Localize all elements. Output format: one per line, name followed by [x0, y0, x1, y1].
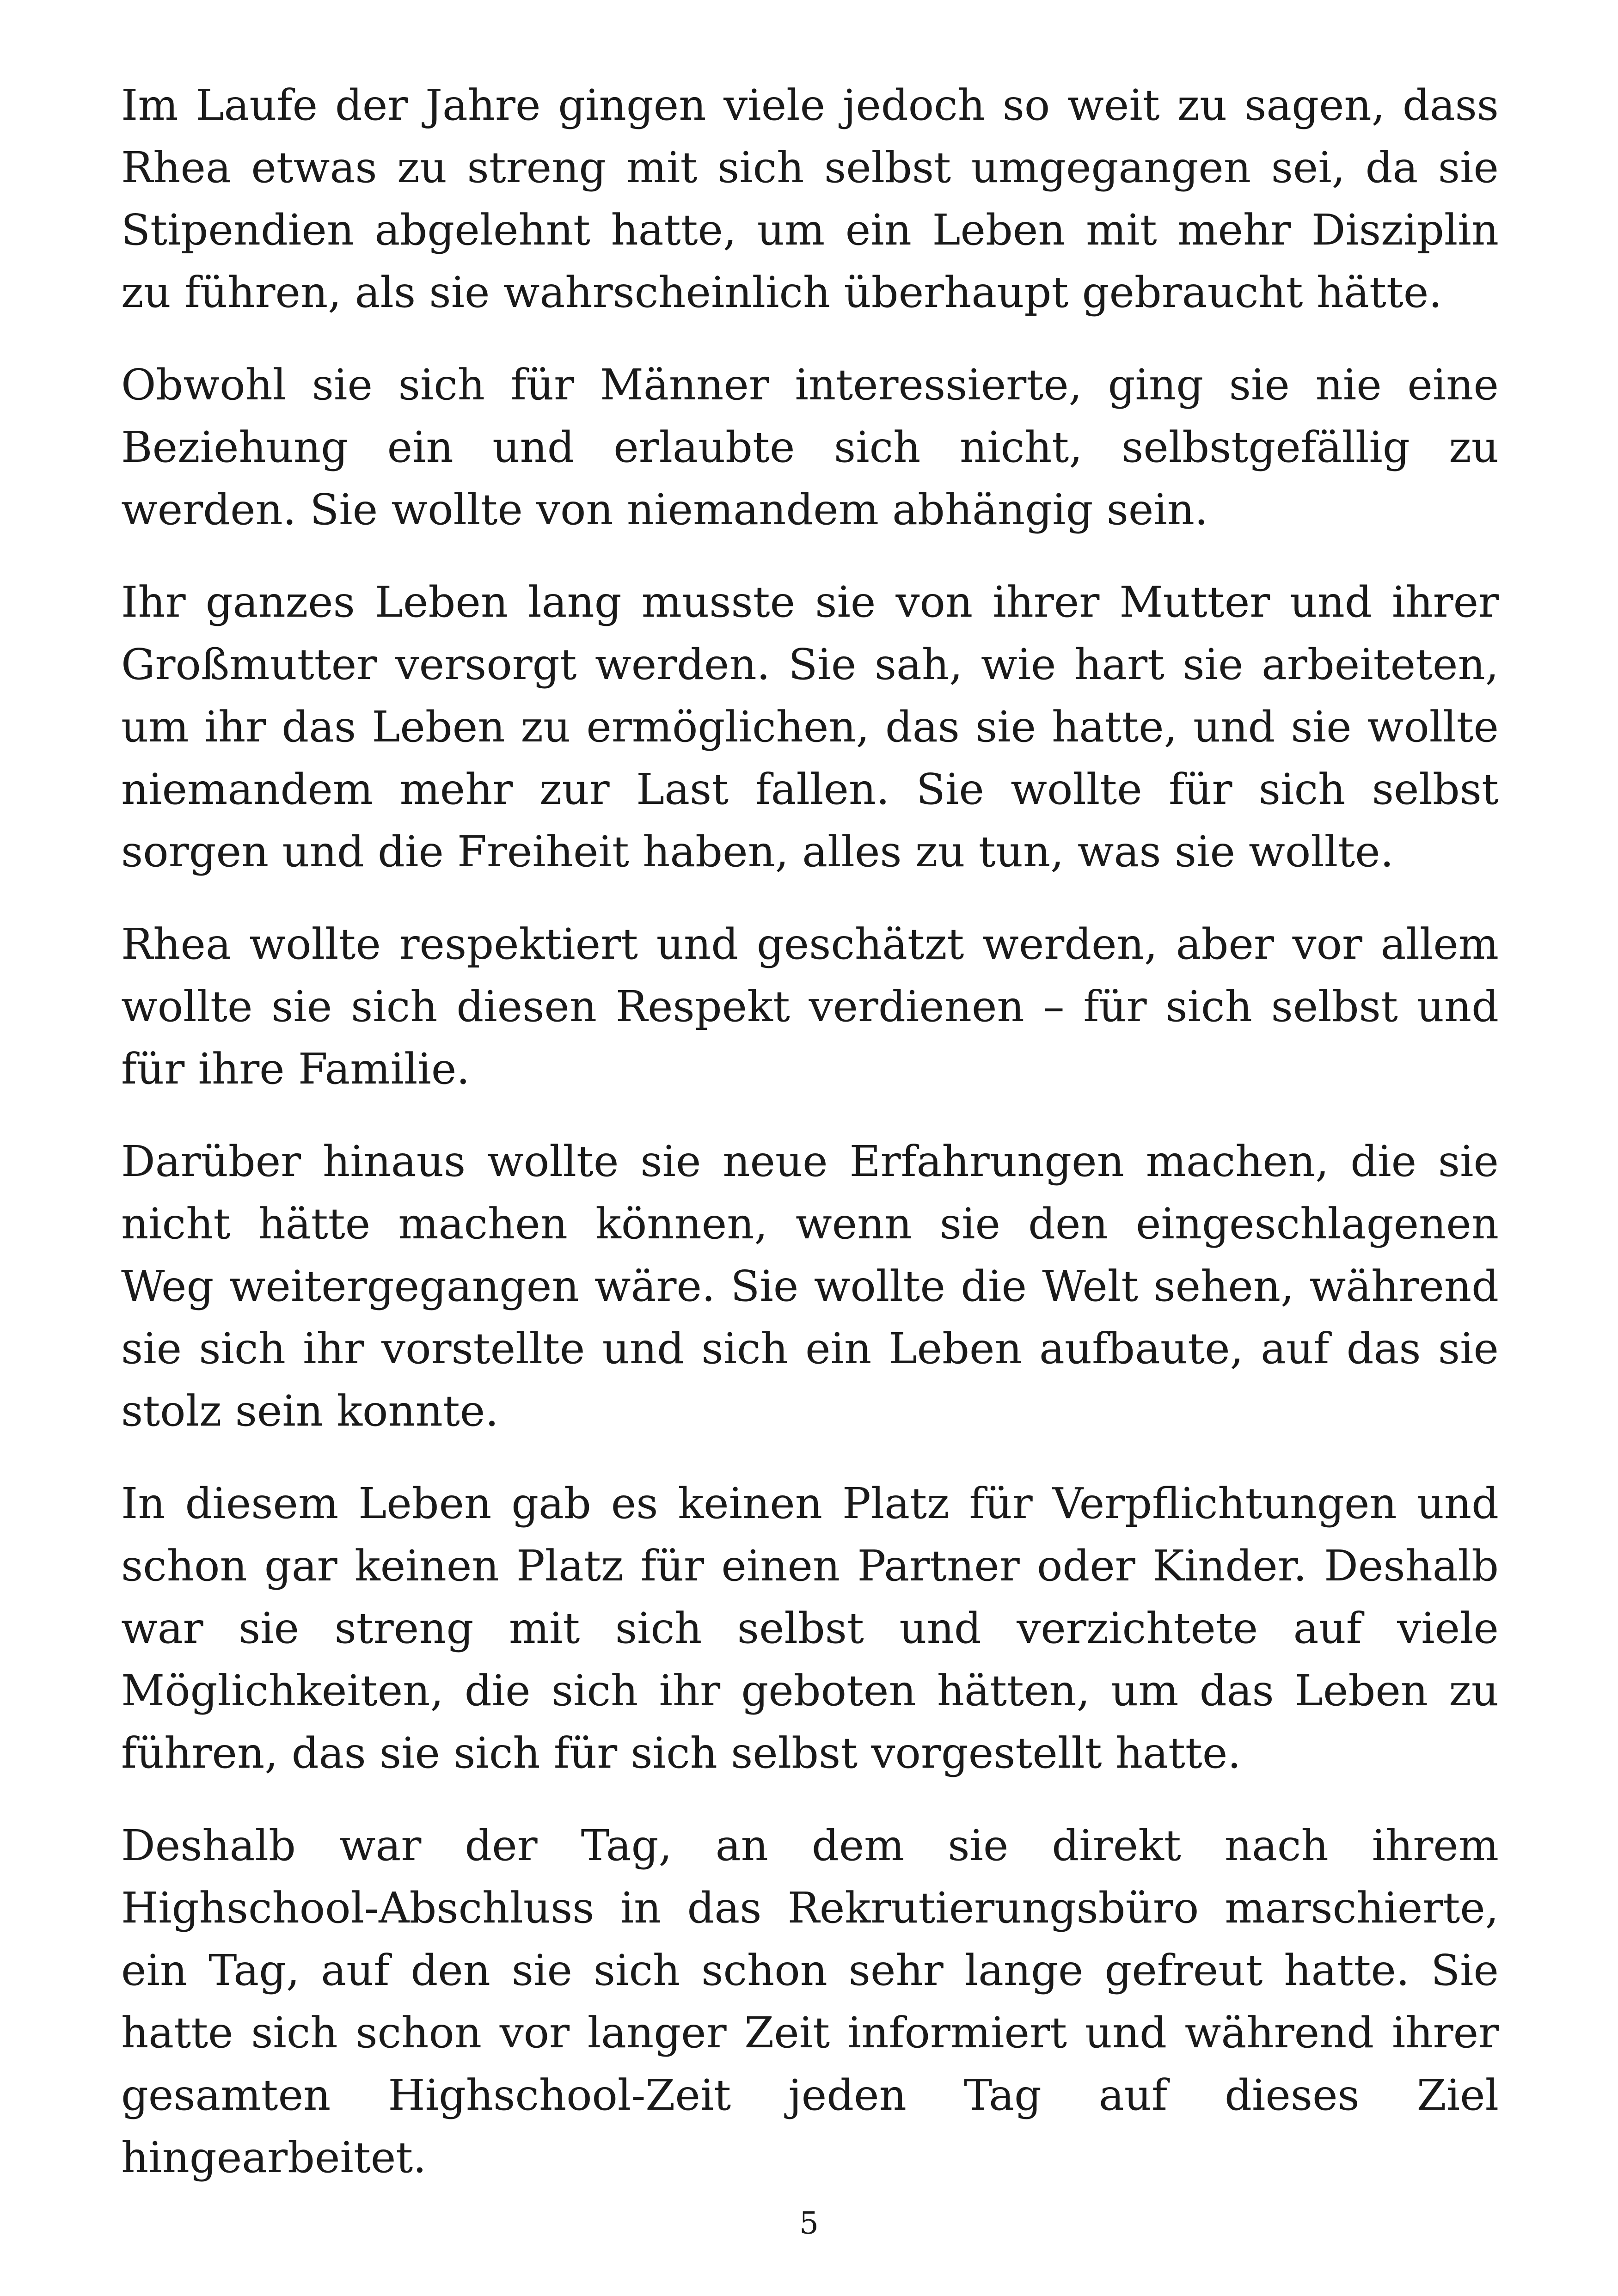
body-text [121, 74, 1499, 2219]
paragraph: In diesem Leben gab es keinen Platz für Verpflichtungen und schon gar keinen Platz für einen Partner oder Kinder. Deshalb war sie streng mit sich selbst und verzichtete auf viele Möglichkeiten, die sich ihr geboten hätten, um das Leben zu führen, das sie sich für sich selbst vorgestellt hatte. [121, 1479, 1499, 1778]
paragraph: Deshalb war der Tag, an dem sie direkt nach ihrem Highschool-Abschluss in das Rekrutierungsbüro marschierte, ein Tag, auf den sie sich schon sehr lange gefreut hatte. Sie hatte sich schon vor langer Zeit informiert und während ihrer gesamten Highschool-Zeit jeden Tag auf dieses Ziel hingearbeitet. [121, 1821, 1499, 2182]
paragraph: Darüber hinaus wollte sie neue Erfahrungen machen, die sie nicht hätte machen können, wenn sie den eingeschlagenen Weg weitergegangen wäre. Sie wollte die Welt sehen, während sie sich ihr vorstellte und sich ein Leben aufbaute, auf das sie stolz sein konnte. [121, 1137, 1499, 1436]
paragraph: Ihr ganzes Leben lang musste sie von ihrer Mutter und ihrer Großmutter versorgt werden. Sie sah, wie hart sie arbeiteten, um ihr das Leben zu ermöglichen, das sie hatte, und sie wollte niemandem mehr zur Last fallen. Sie wollte für sich selbst sorgen und die Freiheit haben, alles zu tun, was sie wollte. [121, 577, 1499, 876]
paragraph: Rhea wollte respektiert und geschätzt werden, aber vor allem wollte sie sich diesen Respekt verdienen – für sich selbst und für ihre Familie. [121, 919, 1499, 1094]
paragraph: Im Laufe der Jahre gingen viele jedoch so weit zu sagen, dass Rhea etwas zu streng mit sich selbst umgegangen sei, da sie Stipendien abgelehnt hatte, um ein Leben mit mehr Disziplin zu führen, als sie wahrscheinlich überhaupt gebraucht hätte. [121, 80, 1499, 317]
paragraph: Obwohl sie sich für Männer interessierte, ging sie nie eine Beziehung ein und erlaubte sich nicht, selbstgefällig zu werden. Sie wollte von niemandem abhängig sein. [121, 360, 1499, 534]
page-number: 5 [799, 2205, 819, 2241]
